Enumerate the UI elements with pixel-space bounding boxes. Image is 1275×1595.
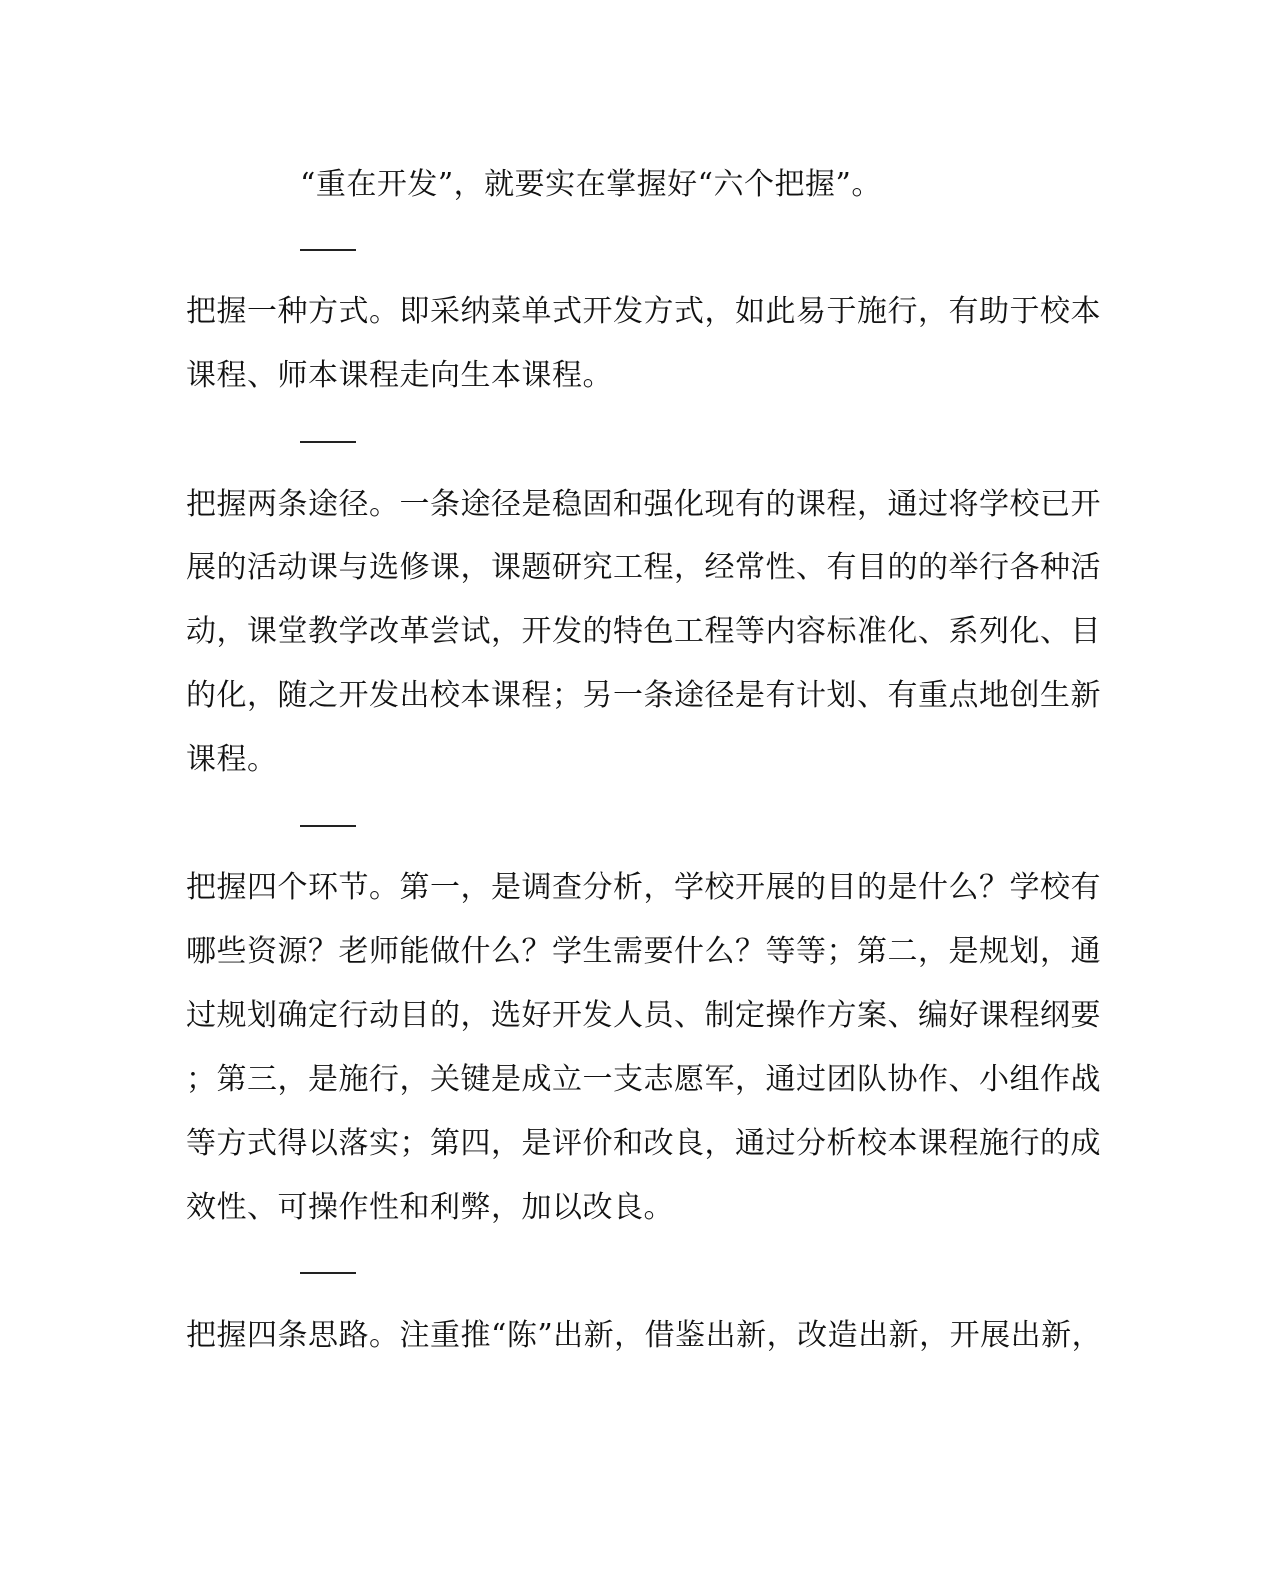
paragraph-line: 的化，随之开发出校本课程；另一条途径是有计划、有重点地创生新 [186,678,1101,713]
paragraph-line: 动，课堂教学改革尝试，开发的特色工程等内容标准化、系列化、目 [186,614,1101,649]
paragraph-line: 哪些资源？老师能做什么？学生需要什么？等等；第二，是规划，通 [186,934,1101,969]
section-separator-dash [300,441,356,443]
paragraph-line: 课程、师本课程走向生本课程。 [186,358,613,393]
paragraph-line: ；第三，是施行，关键是成立一支志愿军，通过团队协作、小组作战 [186,1062,1101,1097]
paragraph-line: 过规划确定行动目的，选好开发人员、制定操作方案、编好课程纲要 [186,998,1101,1033]
paragraph-line: 把握四条思路。注重推“陈”出新，借鉴出新，改造出新，开展出新， [186,1318,1103,1353]
paragraph-line: 把握一种方式。即采纳菜单式开发方式，如此易于施行，有助于校本 [186,294,1101,329]
section-separator-dash [300,825,356,827]
section-separator-dash [300,249,356,251]
paragraph-line: 把握两条途径。一条途径是稳固和强化现有的课程，通过将学校已开 [186,487,1101,522]
paragraph-line: 展的活动课与选修课，课题研究工程，经常性、有目的的举行各种活 [186,550,1101,585]
paragraph-line: 课程。 [186,742,278,777]
intro-paragraph: “重在开发”，就要实在掌握好“六个把握”。 [300,167,882,202]
section-separator-dash [300,1272,356,1274]
paragraph-line: 效性、可操作性和利弊，加以改良。 [186,1190,674,1225]
paragraph-line: 把握四个环节。第一，是调查分析，学校开展的目的是什么？学校有 [186,870,1101,905]
paragraph-line: 等方式得以落实；第四，是评价和改良，通过分析校本课程施行的成 [186,1126,1101,1161]
